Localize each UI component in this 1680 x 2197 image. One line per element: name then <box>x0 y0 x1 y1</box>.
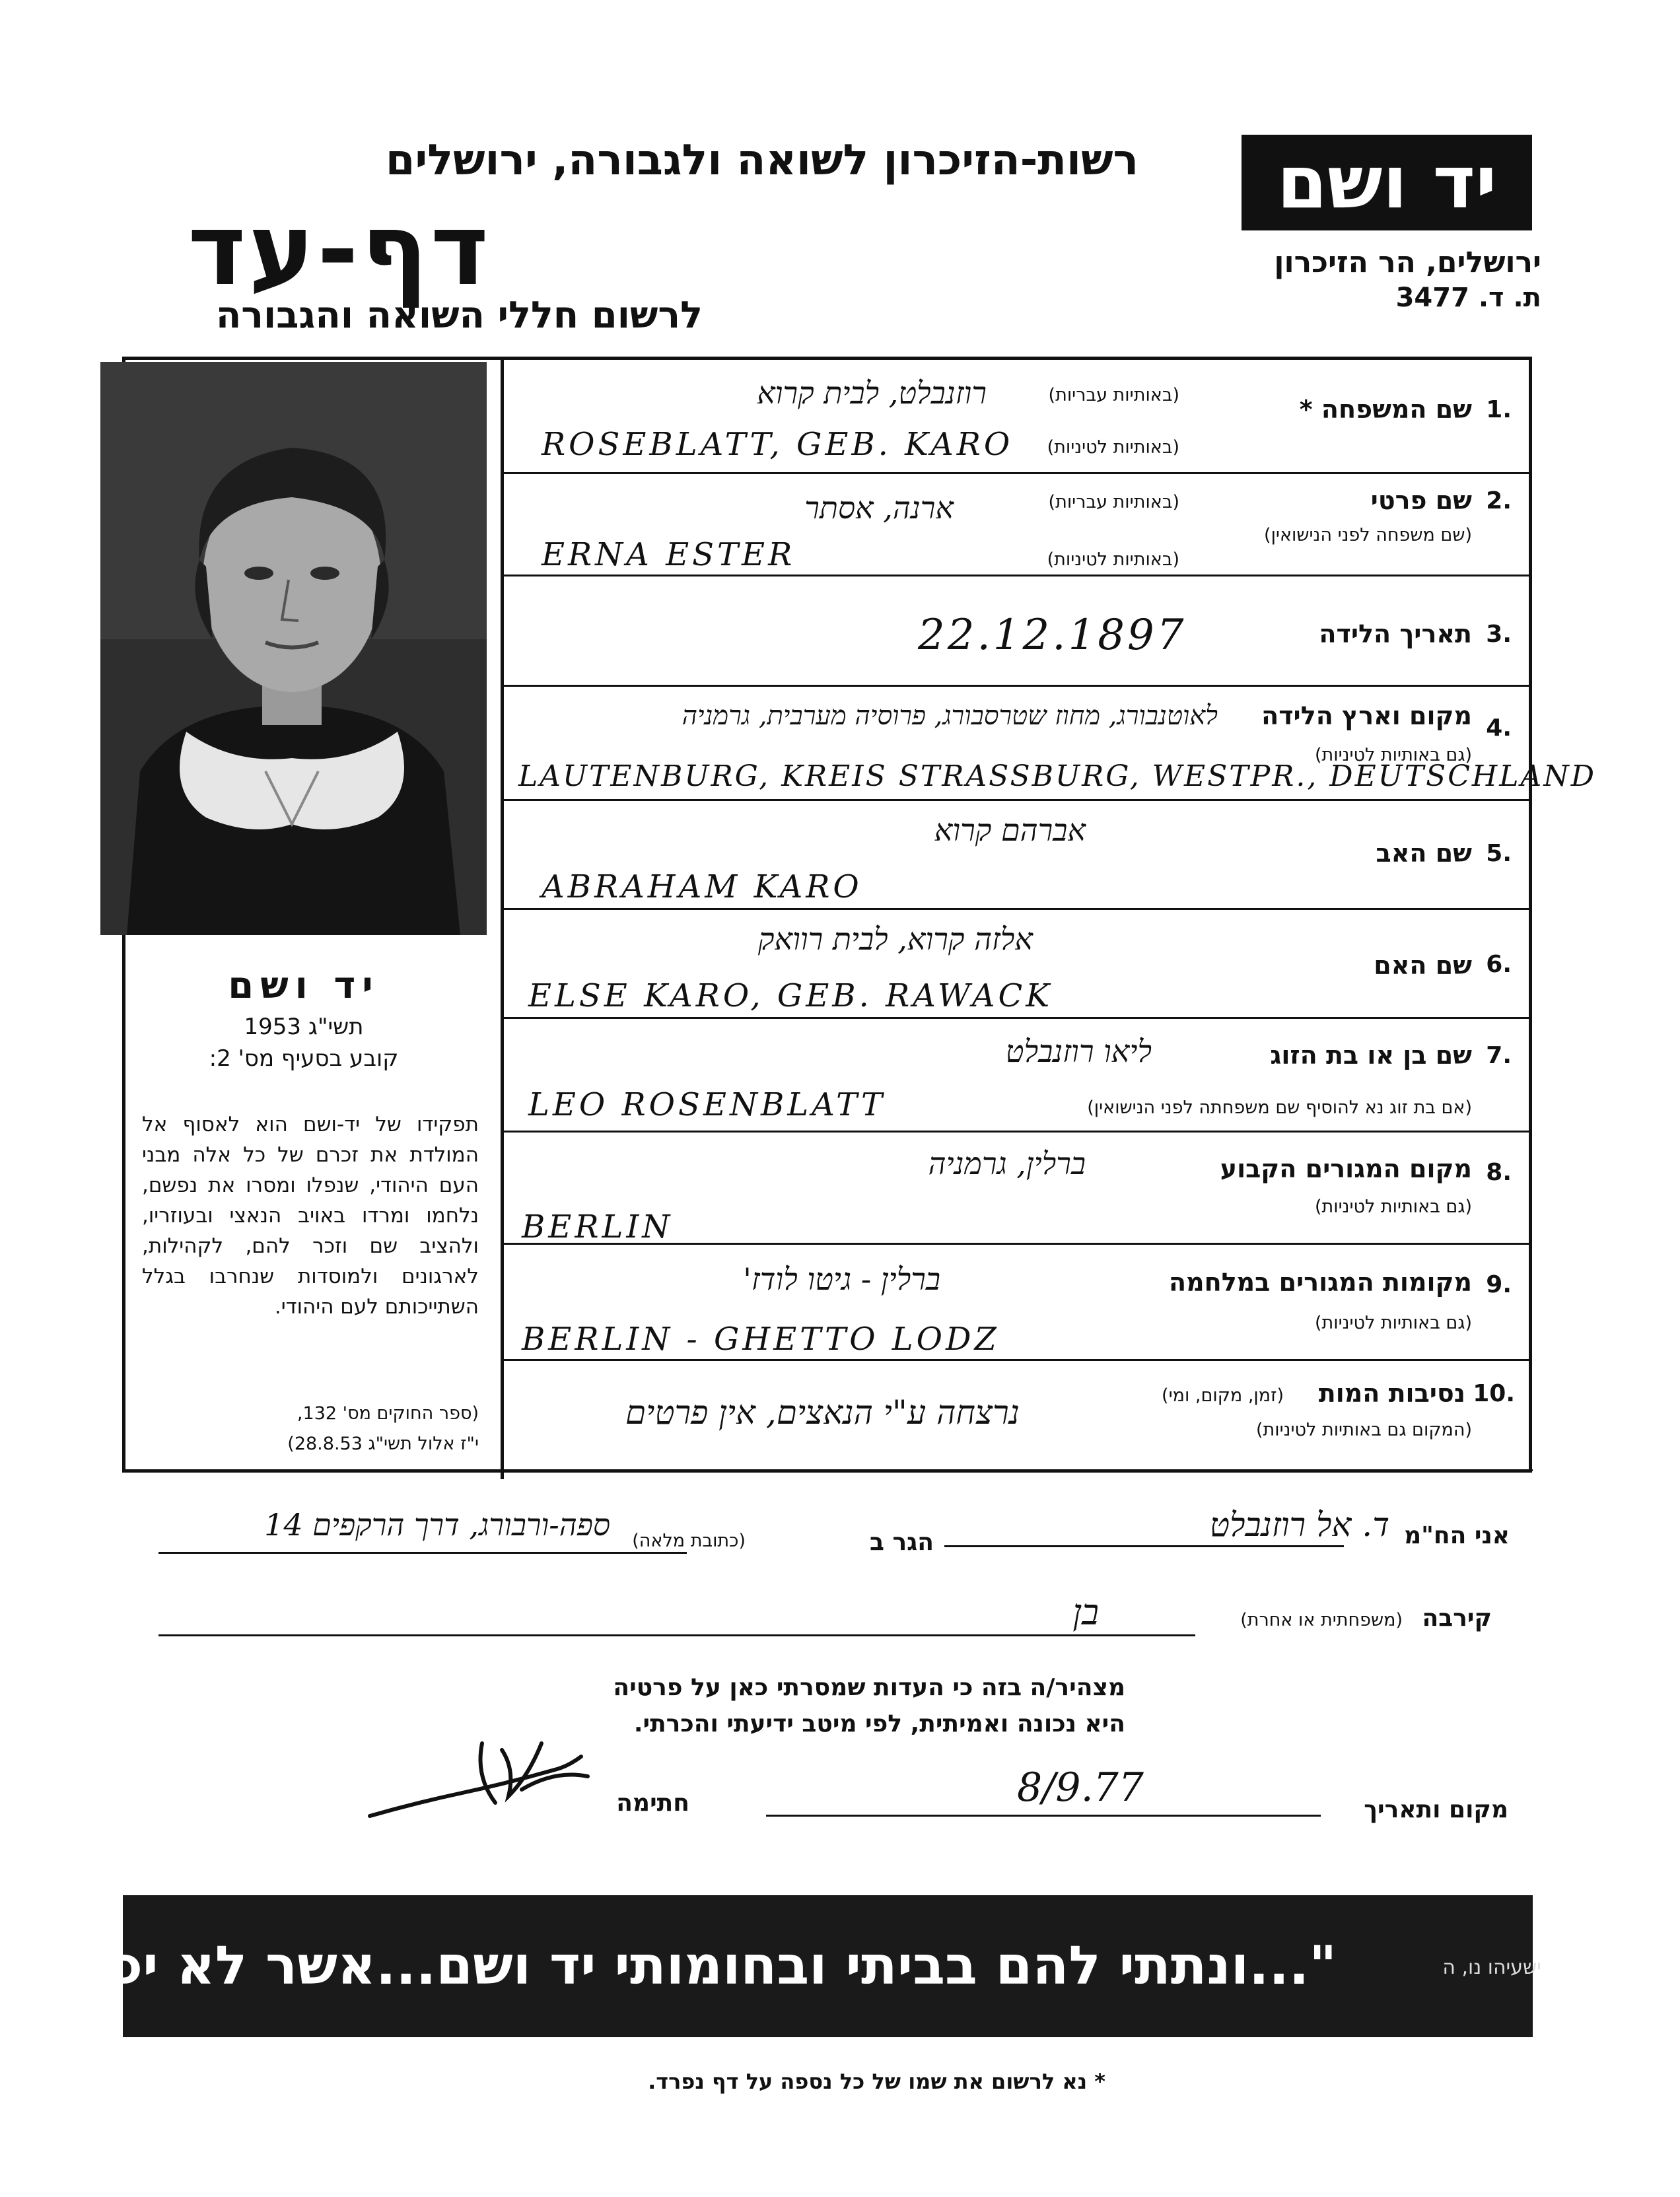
field-4-number: 4. <box>1486 715 1512 742</box>
declarant-name-value: ד. אל רוזנבלט <box>1209 1506 1389 1544</box>
sidebar-source-line1: (ספר החוקים מס' 132, <box>297 1403 479 1424</box>
field-9-number: 9. <box>1486 1271 1512 1298</box>
field-2-note-latin: (באותיות לטיניות) <box>1047 549 1179 570</box>
field-10-number: 10. <box>1473 1380 1515 1407</box>
declarant-name-line <box>944 1545 1344 1547</box>
authority-name: רשות-הזיכרון לשואה ולגבורה, ירושלים <box>385 136 1138 185</box>
place-date-label: מקום ותאריך <box>1364 1796 1508 1823</box>
field-9-label: מקומות המגורים במלחמה <box>1168 1268 1472 1297</box>
field-7-hebrew-value: ליאו רוזנבלט <box>1005 1033 1152 1069</box>
field-2-note-hebrew: (באותיות עבריות) <box>1048 492 1179 512</box>
field-1-number: 1. <box>1486 396 1512 423</box>
banner-quote: "...ונתתי להם בביתי ובחומותי יד ושם...אשר לא יכרת" <box>17 1935 1337 1996</box>
field-2-latin-value: ERNA ESTER <box>542 536 796 573</box>
field-2-note-maiden: (שם משפחה לפני הנישואין) <box>1264 525 1472 545</box>
sidebar-year: תשי"ג 1953 <box>244 1014 364 1040</box>
footnote: * נא לרשום את שמו של כל נספה על דף נפרד. <box>648 2069 1105 2094</box>
field-6-hebrew-value: אלזה קרוא, לבית רוואק <box>757 921 1033 957</box>
sidebar-divider <box>501 357 504 1479</box>
form-bottom-line <box>123 1469 1533 1471</box>
address-note: (כתובת מלאה) <box>632 1531 746 1551</box>
field-6-number: 6. <box>1486 951 1512 978</box>
relation-label: קירבה <box>1422 1605 1492 1632</box>
field-4-label: מקום וארץ הלידה <box>1261 701 1472 730</box>
sidebar-source <box>142 1399 479 1459</box>
row-divider <box>502 575 1531 576</box>
field-4-hebrew-value: לאוטנבורג, מחוז שטרסבורג, פרוסיה מערבית, גרמניה <box>682 701 1218 731</box>
page-title: דף-עד <box>188 193 491 308</box>
sidebar-name: יד ושם <box>228 964 380 1007</box>
statement-line1: מצהיר/ה בזה כי העדות שמסרתי כאן על פרטיה <box>613 1674 1125 1701</box>
signature-scribble-icon <box>363 1730 601 1829</box>
relation-line <box>158 1634 1195 1636</box>
victim-portrait-photo <box>100 362 487 935</box>
field-5-number: 5. <box>1486 840 1512 867</box>
row-divider <box>502 908 1531 910</box>
field-5-label: שם האב <box>1376 839 1472 868</box>
field-7-number: 7. <box>1486 1042 1512 1069</box>
field-7-latin-value: LEO ROSENBLATT <box>528 1086 886 1123</box>
field-10-hebrew-value: נרצחה ע"י הנאצים, אין פרטים <box>625 1393 1020 1432</box>
field-9-hebrew-value: ברלין - גיטו לודז' <box>743 1261 940 1297</box>
row-divider <box>502 1359 1531 1361</box>
po-box: ת. ד. 3477 <box>1395 283 1541 313</box>
field-7-note-spouse: (אם בת זוג נא להוסיף שם משפחתה לפני הנישואין) <box>1087 1098 1472 1118</box>
portrait-photo-icon <box>100 362 487 935</box>
field-8-number: 8. <box>1486 1159 1512 1186</box>
relation-note: (משפחתית או אחרת) <box>1240 1610 1403 1630</box>
row-divider <box>502 799 1531 801</box>
field-8-label: מקום המגורים הקבוע <box>1220 1154 1472 1183</box>
address-value: ספה-ורבורג, דרך הרקפים 14 <box>264 1507 610 1543</box>
field-1-note-latin: (באותיות לטיניות) <box>1047 437 1179 458</box>
resides-label: הגר ב <box>870 1529 934 1556</box>
field-6-label: שם האם <box>1374 951 1472 980</box>
banner-reference: ישעיהו נו, ה <box>1442 1956 1541 1979</box>
field-2-number: 2. <box>1486 487 1512 514</box>
field-8-hebrew-value: ברלין, גרמניה <box>928 1146 1086 1181</box>
declarant-label: אני הח"מ <box>1404 1522 1510 1549</box>
sidebar-paragraph: תפקידו של יד-ושם הוא לאסוף אל המולדת את זכרם של כל אלה מבני העם היהודי, שנפלו ומסרו את נפשם, נלחמו ומרדו באויב הנאצי ובעוזריו, ולהציב שם וזכר להם, לקהילות, לארגונים ולמוסדות שנחרבו בגלל השתייכותם לעם היהודי. <box>142 1113 479 1319</box>
statement-line2: היא נכונה ואמיתית, לפי מיטב ידיעתי והכרתי. <box>633 1710 1125 1737</box>
field-3-birthdate-value: 22.12.1897 <box>918 611 1187 660</box>
field-1-latin-value: ROSEBLATT, GEB. KARO <box>542 426 1014 463</box>
field-1-hebrew-value: רוזנבלט, לבית קרוא <box>757 375 987 411</box>
yad-vashem-logo: יד ושם <box>1242 135 1532 230</box>
field-9-latin-value: BERLIN - GHETTO LODZ <box>522 1321 1000 1358</box>
field-5-latin-value: ABRAHAM KARO <box>542 868 862 905</box>
page-subtitle: לרשום חללי השואה והגבורה <box>215 294 703 337</box>
signature-label: חתימה <box>616 1790 689 1817</box>
field-1-label: שם המשפחה * <box>1299 395 1472 424</box>
sidebar-law-clause: קובע בסעיף מס' 2: <box>209 1045 399 1072</box>
field-10-note-place-latin: (המקום גם באותיות לטיניות) <box>1255 1420 1472 1440</box>
row-divider <box>502 1131 1531 1133</box>
field-5-hebrew-value: אברהם קרוא <box>934 812 1086 848</box>
field-8-note-latin: (גם באותיות לטיניות) <box>1314 1197 1472 1217</box>
field-2-hebrew-value: ארנה, אסתר <box>804 490 954 526</box>
field-10-label: נסיבות המות <box>1318 1379 1465 1408</box>
field-7-label: שם בן או בת הזוג <box>1270 1041 1472 1070</box>
address-line <box>158 1552 687 1554</box>
relation-value: בן <box>1072 1591 1099 1633</box>
field-10-note-time-place: (זמן, מקום, ומי) <box>1162 1385 1284 1406</box>
place-date-value: 8/9.77 <box>1017 1764 1144 1811</box>
row-divider <box>502 1017 1531 1019</box>
row-divider <box>502 472 1531 474</box>
field-9-note-latin: (גם באותיות לטיניות) <box>1314 1313 1472 1333</box>
place-date-line <box>766 1815 1321 1817</box>
field-1-note-hebrew: (באותיות עבריות) <box>1048 385 1179 405</box>
sidebar-source-line2: י"ז אלול תשי"ג 28.8.53) <box>287 1434 479 1454</box>
row-divider <box>502 685 1531 687</box>
field-4-note-latin: (גם באותיות לטיניות) <box>1314 745 1472 765</box>
field-3-number: 3. <box>1486 621 1512 648</box>
field-2-label: שם פרטי <box>1370 486 1472 515</box>
field-6-latin-value: ELSE KARO, GEB. RAWACK <box>528 977 1053 1014</box>
logo-location: ירושלים, הר הזיכרון <box>1274 246 1541 279</box>
field-3-label: תאריך הלידה <box>1319 619 1472 648</box>
field-8-latin-value: BERLIN <box>522 1208 674 1245</box>
field-4-latin-value: LAUTENBURG, KREIS STRASSBURG, WESTPR., DEUTSCHLAND <box>518 759 1597 793</box>
